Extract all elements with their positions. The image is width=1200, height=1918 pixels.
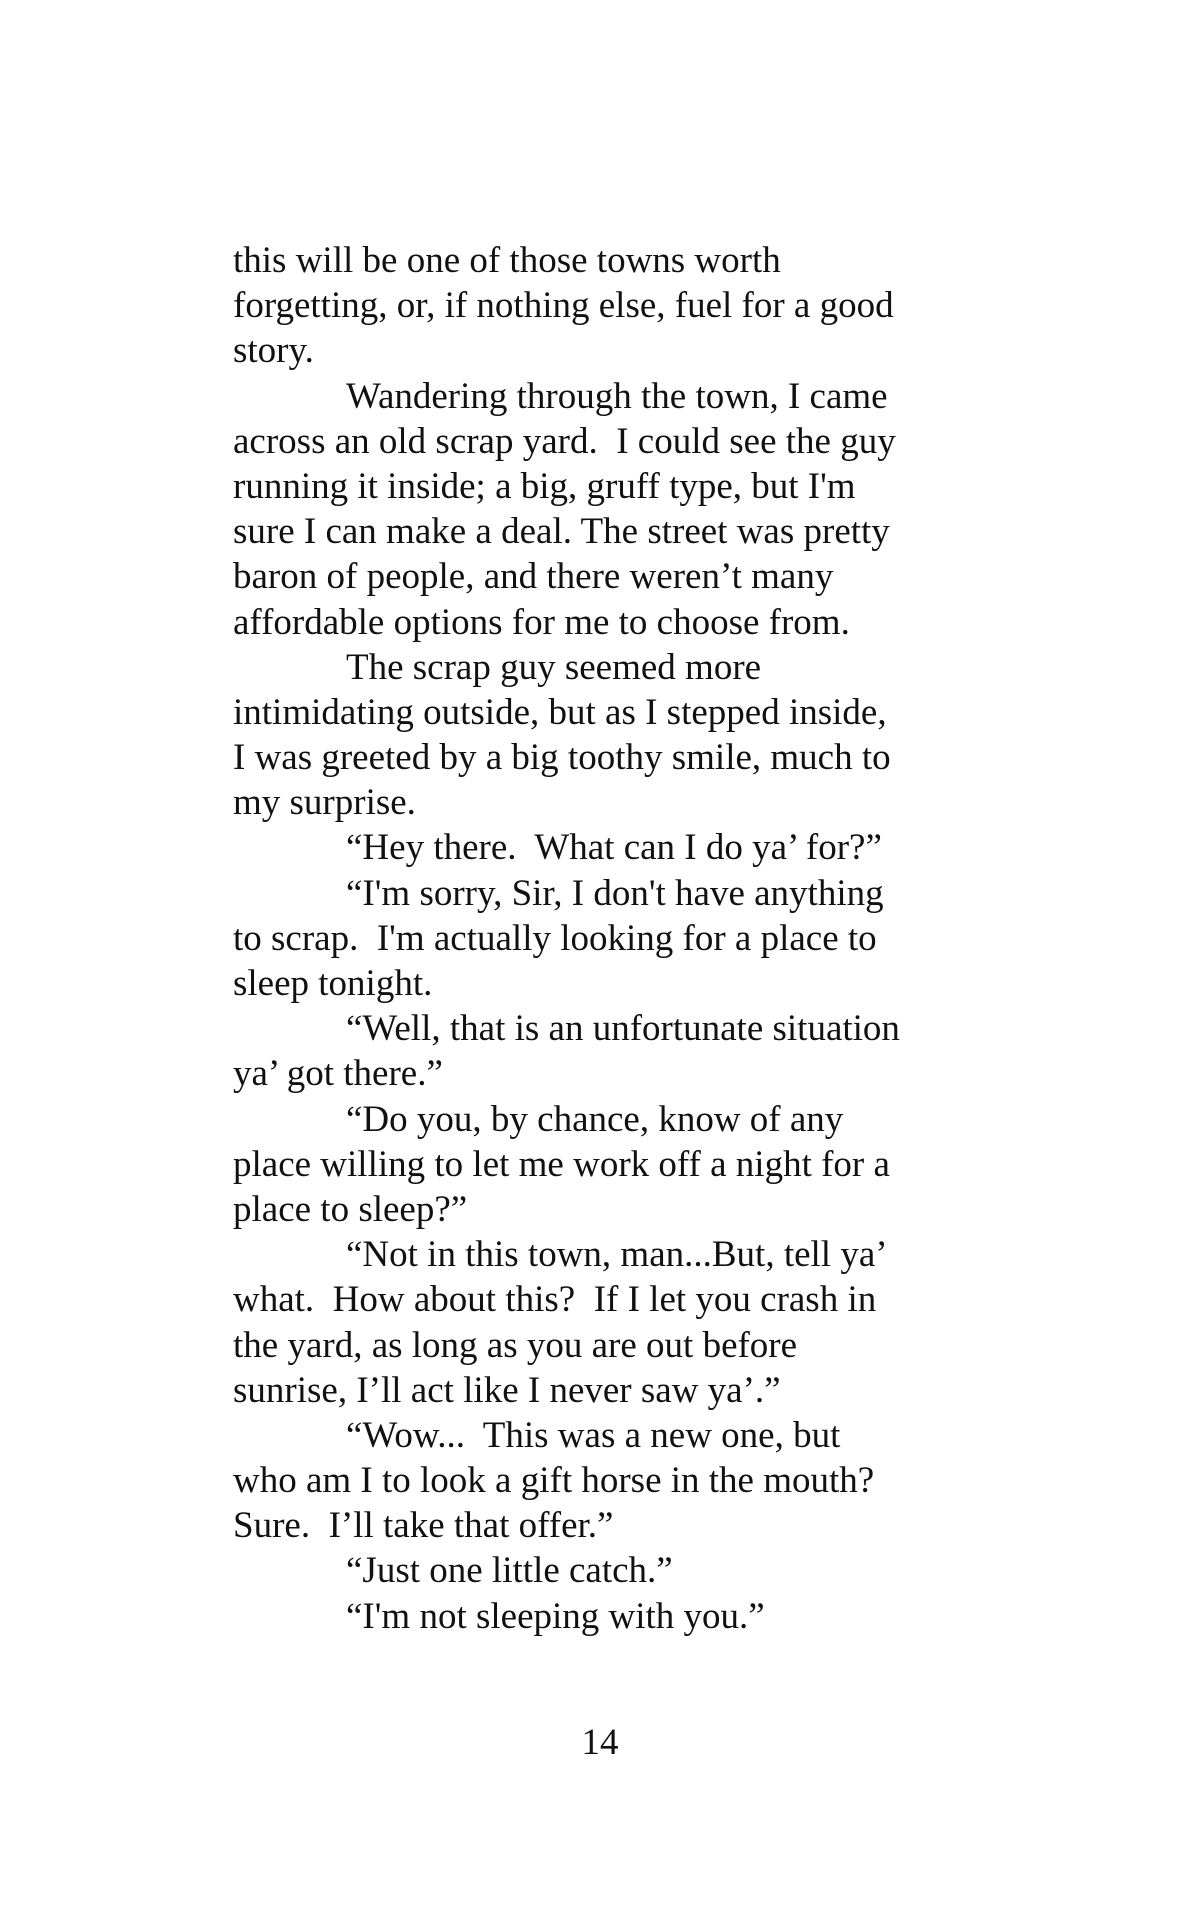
text-line: story. <box>233 330 314 372</box>
text-line: who am I to look a gift horse in the mouth? <box>233 1460 875 1502</box>
text-line: baron of people, and there weren’t many <box>233 556 834 598</box>
dialogue-line: “Just one little catch.” <box>346 1550 673 1592</box>
text-line: place to sleep?” <box>233 1188 468 1230</box>
text-line: across an old scrap yard. I could see the guy <box>233 420 896 462</box>
text-line: sunrise, I’ll act like I never saw ya’.” <box>233 1369 781 1411</box>
text-line: my surprise. <box>233 782 416 824</box>
text-line: the yard, as long as you are out before <box>233 1324 798 1366</box>
dialogue-line: “I'm not sleeping with you.” <box>346 1595 765 1637</box>
text-line: I was greeted by a big toothy smile, much to <box>233 737 891 779</box>
text-line: place willing to let me work off a night for a <box>233 1143 890 1185</box>
dialogue-line: “Do you, by chance, know of any <box>346 1098 844 1140</box>
page-number: 14 <box>581 1722 619 1763</box>
dialogue-line: “I'm sorry, Sir, I don't have anything <box>346 872 884 914</box>
text-line: to scrap. I'm actually looking for a place to <box>233 917 877 959</box>
dialogue-line: “Wow... This was a new one, but <box>346 1414 841 1456</box>
text-line: ya’ got there.” <box>233 1053 443 1095</box>
text-line: forgetting, or, if nothing else, fuel for a good <box>233 285 894 327</box>
text-line: what. How about this? If I let you crash in <box>233 1279 877 1321</box>
body-text <box>233 238 953 1639</box>
text-line: affordable options for me to choose from. <box>233 601 850 643</box>
dialogue-line: “Hey there. What can I do ya’ for?” <box>346 827 882 869</box>
text-line: Sure. I’ll take that offer.” <box>233 1505 614 1547</box>
dialogue-line: “Not in this town, man...But, tell ya’ <box>346 1234 888 1276</box>
dialogue-line: “Well, that is an unfortunate situation <box>346 1008 900 1050</box>
paragraph-start-line: Wandering through the town, I came <box>346 375 888 417</box>
text-line: this will be one of those towns worth <box>233 240 781 281</box>
text-line: intimidating outside, but as I stepped inside, <box>233 691 887 733</box>
paragraph-start-line: The scrap guy seemed more <box>346 646 762 688</box>
text-line: running it inside; a big, gruff type, but I'm <box>233 465 856 507</box>
text-line: sleep tonight. <box>233 963 433 1004</box>
text-line: sure I can make a deal. The street was pretty <box>233 511 890 553</box>
